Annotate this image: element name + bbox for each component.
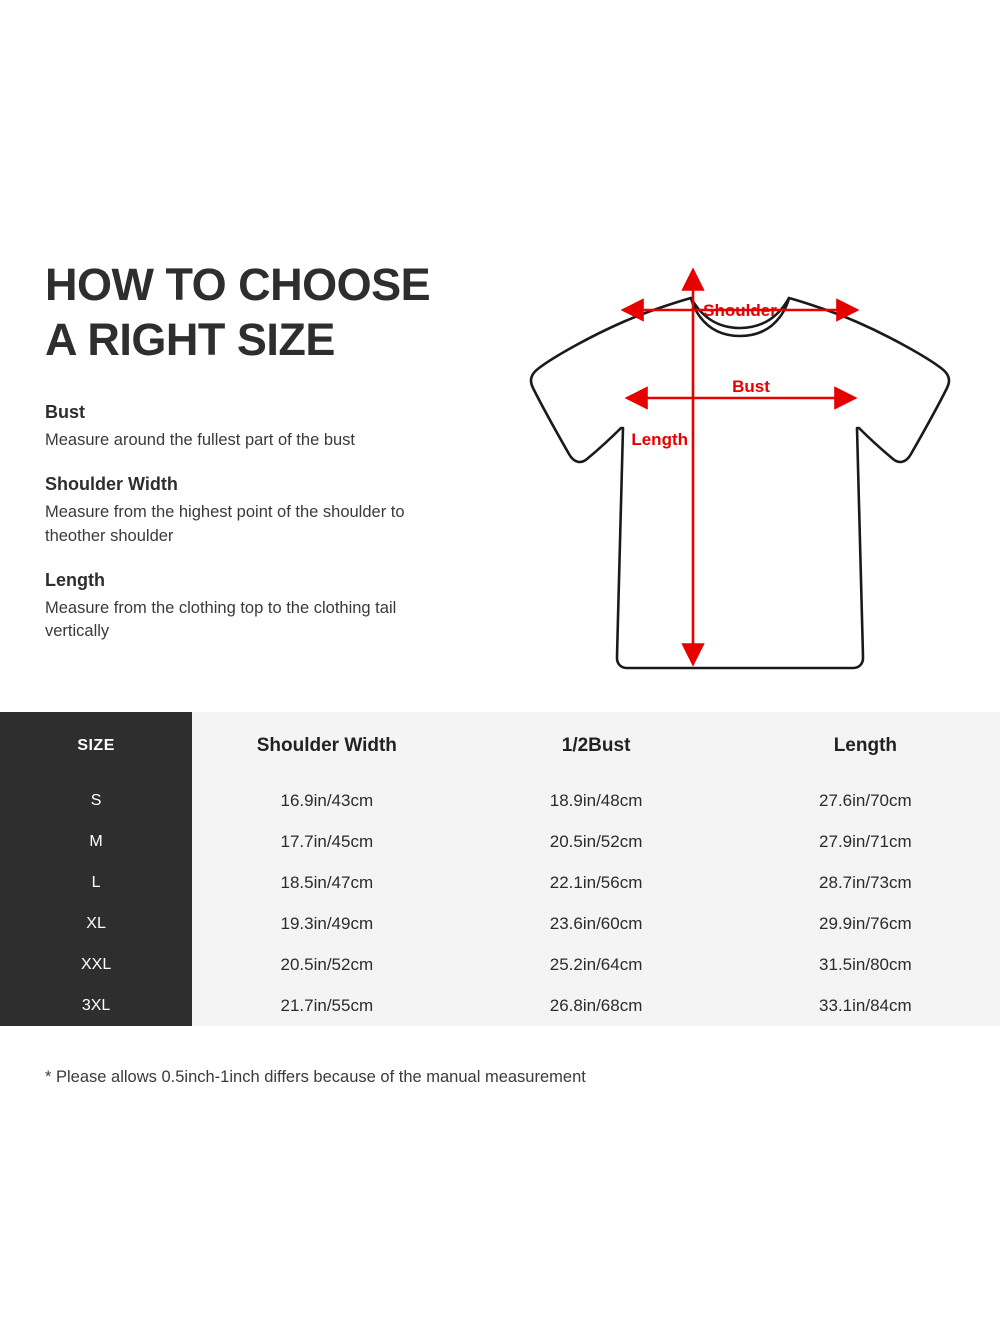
definition-description: Measure from the clothing top to the clothing tail vertically xyxy=(45,599,397,641)
measurement-footnote: * Please allows 0.5inch-1inch differs because of the manual measurement xyxy=(45,1068,586,1086)
cell-size: L xyxy=(0,862,192,903)
tshirt-diagram xyxy=(505,240,975,690)
definition-shoulder-width xyxy=(45,474,515,548)
cell-shoulder-width: 16.9in/43cm xyxy=(192,780,461,821)
info-column xyxy=(45,258,515,644)
cell-length: 27.9in/71cm xyxy=(731,821,1000,862)
table-row xyxy=(0,862,1000,903)
cell-length: 31.5in/80cm xyxy=(731,944,1000,985)
size-table-wrapper xyxy=(0,712,1000,1026)
cell-half-bust: 25.2in/64cm xyxy=(461,944,730,985)
cell-shoulder-width: 17.7in/45cm xyxy=(192,821,461,862)
size-table-body xyxy=(0,780,1000,1026)
cell-length: 27.6in/70cm xyxy=(731,780,1000,821)
cell-half-bust: 26.8in/68cm xyxy=(461,985,730,1026)
definition-term: Shoulder Width xyxy=(45,474,178,495)
cell-shoulder-width: 18.5in/47cm xyxy=(192,862,461,903)
table-header-shoulder-width: Shoulder Width xyxy=(192,712,461,780)
length-label: Length xyxy=(631,430,688,449)
cell-size: M xyxy=(0,821,192,862)
table-row xyxy=(0,985,1000,1026)
table-header-length: Length xyxy=(731,712,1000,780)
size-table xyxy=(0,712,1000,1026)
bust-label: Bust xyxy=(732,377,770,396)
definition-length xyxy=(45,570,515,644)
page-title-line-2: A RIGHT SIZE xyxy=(45,313,335,365)
tshirt-outline xyxy=(531,298,949,668)
definition-term: Bust xyxy=(45,401,85,422)
table-row xyxy=(0,821,1000,862)
page-title xyxy=(45,258,515,368)
table-row xyxy=(0,903,1000,944)
cell-length: 28.7in/73cm xyxy=(731,862,1000,903)
cell-shoulder-width: 19.3in/49cm xyxy=(192,903,461,944)
cell-half-bust: 20.5in/52cm xyxy=(461,821,730,862)
size-table-head xyxy=(0,712,1000,780)
cell-half-bust: 23.6in/60cm xyxy=(461,903,730,944)
cell-length: 33.1in/84cm xyxy=(731,985,1000,1026)
cell-length: 29.9in/76cm xyxy=(731,903,1000,944)
table-header-half-bust: 1/2Bust xyxy=(461,712,730,780)
definition-description: Measure around the fullest part of the bust xyxy=(45,430,356,449)
definition-term: Length xyxy=(45,570,105,591)
cell-half-bust: 18.9in/48cm xyxy=(461,780,730,821)
table-row xyxy=(0,944,1000,985)
cell-size: XXL xyxy=(0,944,192,985)
cell-size: S xyxy=(0,780,192,821)
page-title-line-1: HOW TO CHOOSE xyxy=(45,259,431,310)
definition-description: Measure from the highest point of the shoulder to theother shoulder xyxy=(45,503,405,545)
table-header-size: SIZE xyxy=(0,712,192,780)
definition-bust xyxy=(45,402,515,452)
cell-size: XL xyxy=(0,903,192,944)
cell-shoulder-width: 20.5in/52cm xyxy=(192,944,461,985)
table-row xyxy=(0,780,1000,821)
shoulder-label: Shoulder xyxy=(703,301,777,320)
cell-size: 3XL xyxy=(0,985,192,1026)
cell-shoulder-width: 21.7in/55cm xyxy=(192,985,461,1026)
table-header-row xyxy=(0,712,1000,780)
cell-half-bust: 22.1in/56cm xyxy=(461,862,730,903)
